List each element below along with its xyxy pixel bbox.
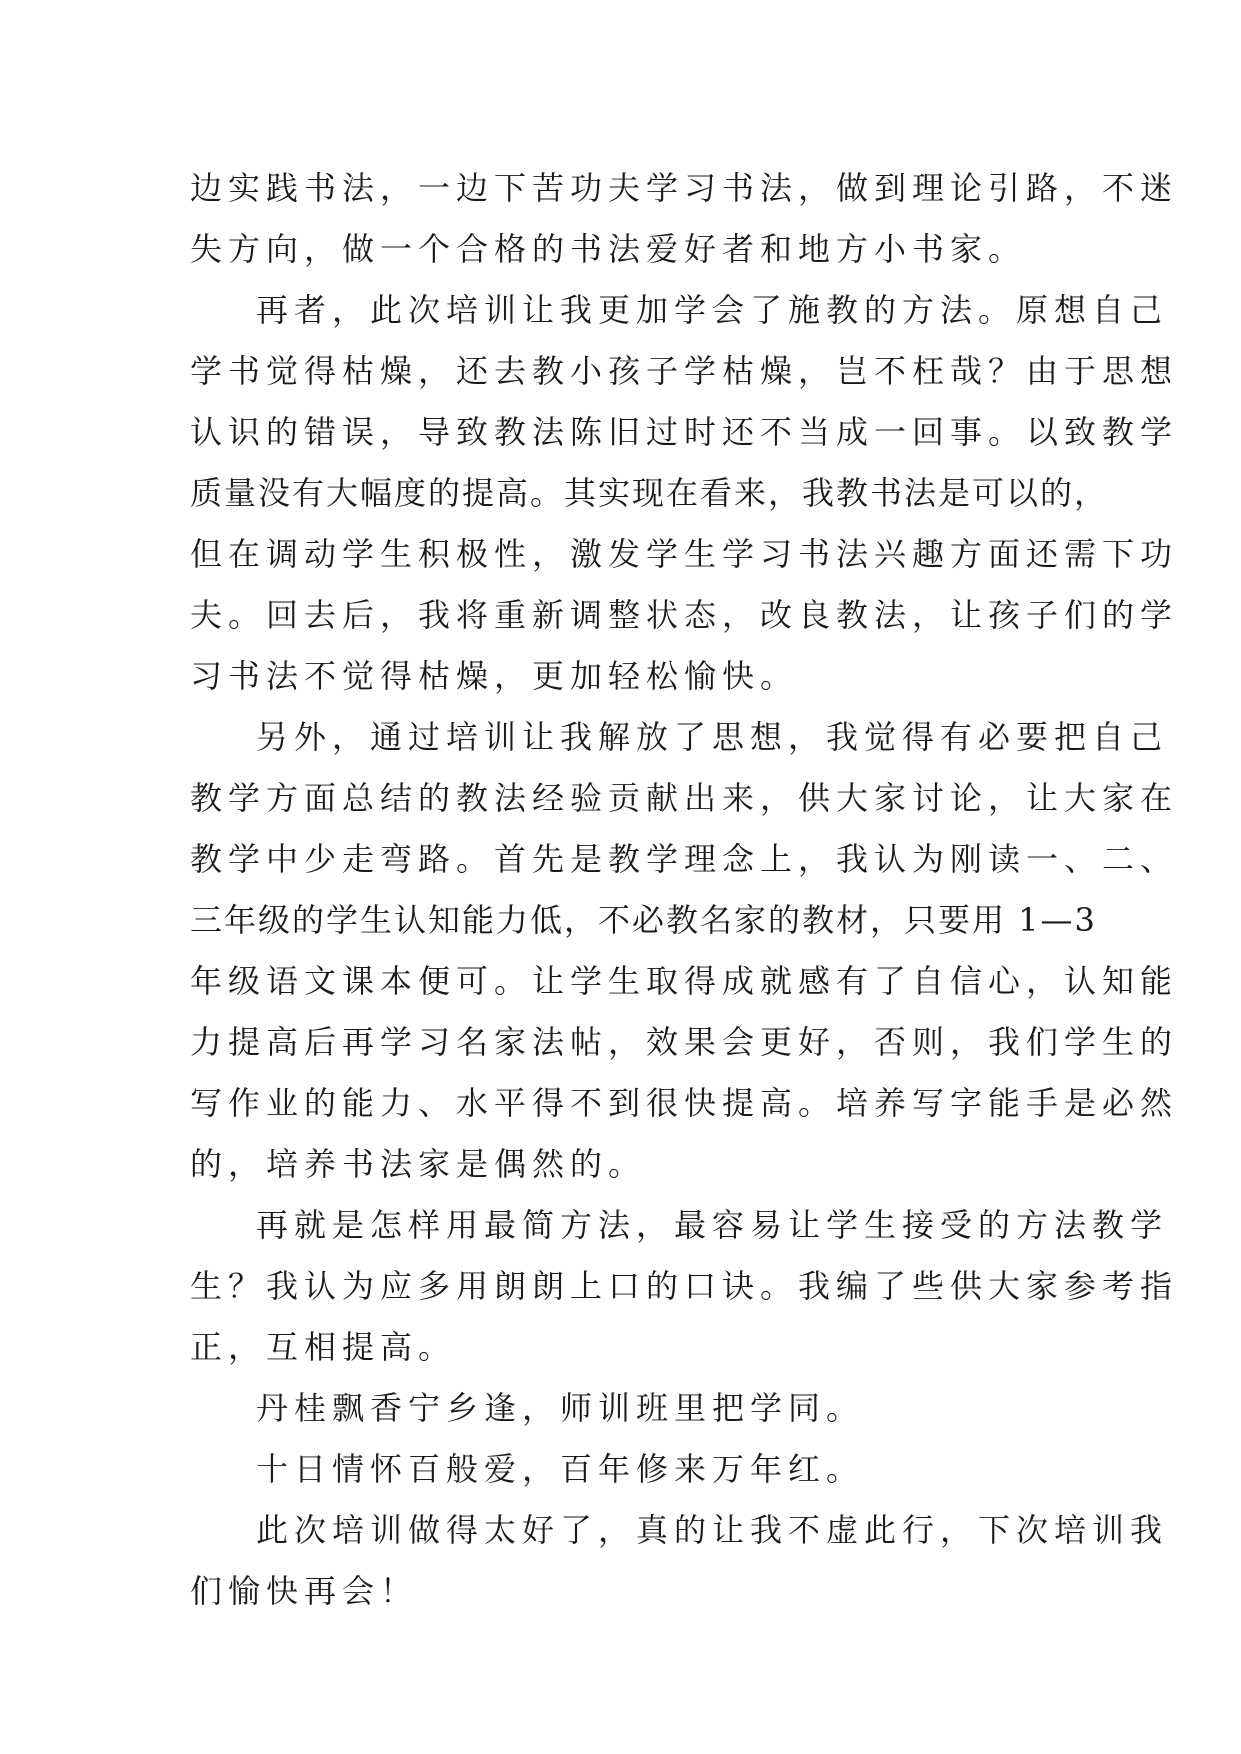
text-line: 教学方面总结的教法经验贡献出来，供大家讨论，让大家在 bbox=[190, 779, 1179, 817]
text-line: 的，培养书法家是偶然的。 bbox=[190, 1145, 647, 1183]
text-line: 写作业的能力、水平得不到很快提高。培养写字能手是必然 bbox=[190, 1084, 1179, 1122]
text-line: 教学中少走弯路。首先是教学理念上，我认为刚读一、二、 bbox=[190, 840, 1179, 878]
text-line: 学书觉得枯燥，还去教小孩子学枯燥，岂不枉哉？由于思想 bbox=[190, 352, 1179, 390]
text-line: 但在调动学生积极性，激发学生学习书法兴趣方面还需下功 bbox=[190, 535, 1179, 573]
text-line: 夫。回去后，我将重新调整状态，改良教法，让孩子们的学 bbox=[190, 596, 1179, 634]
paragraph-start-line: 再就是怎样用最简方法，最容易让学生接受的方法教学 bbox=[256, 1206, 1169, 1244]
paragraph-start-line: 此次培训做得太好了，真的让我不虚此行，下次培训我 bbox=[256, 1511, 1169, 1549]
text-line: 力提高后再学习名家法帖，效果会更好，否则，我们学生的 bbox=[190, 1023, 1179, 1061]
text-line: 失方向，做一个合格的书法爱好者和地方小书家。 bbox=[190, 230, 1027, 268]
text-line: 边实践书法，一边下苦功夫学习书法，做到理论引路，不迷 bbox=[190, 169, 1179, 207]
text-line: 年级语文课本便可。让学生取得成就感有了自信心，认知能 bbox=[190, 962, 1179, 1000]
body-text bbox=[190, 158, 1179, 1622]
text-line: 们愉快再会！ bbox=[190, 1572, 419, 1610]
paragraph-start-line: 另外，通过培训让我解放了思想，我觉得有必要把自己 bbox=[256, 718, 1169, 756]
text-line: 三年级的学生认知能力低，不必教名家的教材，只要用 1—3 bbox=[190, 901, 1097, 939]
text-line: 习书法不觉得枯燥，更加轻松愉快。 bbox=[190, 657, 799, 695]
text-line: 生？我认为应多用朗朗上口的口诀。我编了些供大家参考指 bbox=[190, 1267, 1179, 1305]
paragraph-start-line: 再者，此次培训让我更加学会了施教的方法。原想自己 bbox=[256, 291, 1169, 329]
poem-line: 十日情怀百般爱，百年修来万年红。 bbox=[256, 1450, 865, 1488]
text-line: 正，互相提高。 bbox=[190, 1328, 457, 1366]
text-line: 认识的错误，导致教法陈旧过时还不当成一回事。以致教学 bbox=[190, 413, 1179, 451]
text-line: 质量没有大幅度的提高。其实现在看来，我教书法是可以的， bbox=[190, 474, 1109, 512]
poem-line: 丹桂飘香宁乡逢，师训班里把学同。 bbox=[256, 1389, 865, 1427]
